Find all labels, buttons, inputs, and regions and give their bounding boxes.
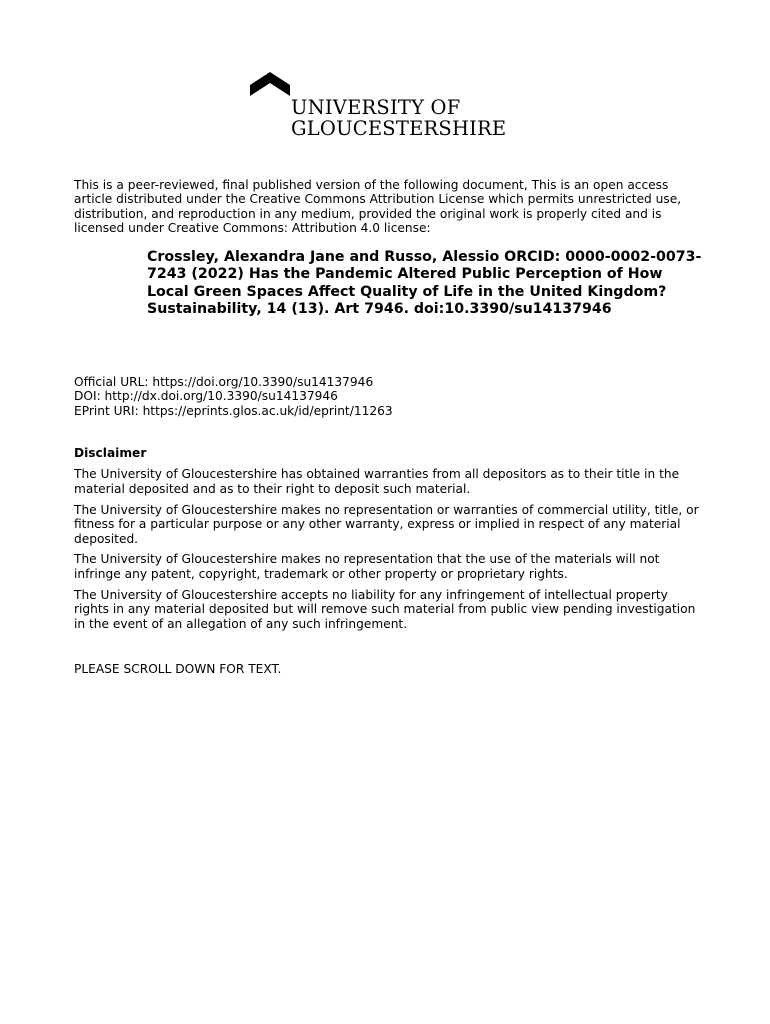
logo-line-2: GLOUCESTERSHIRE <box>291 117 507 140</box>
disclaimer-section <box>74 446 699 637</box>
disclaimer-paragraph: The University of Gloucestershire accepts no liability for any infringement of intellectual property rights in any material deposited but will remove such material from public view pending investigation in the event of an allegation of any such infringement. <box>74 587 696 631</box>
eprint-uri[interactable]: EPrint URI: https://eprints.glos.ac.uk/id/eprint/11263 <box>74 403 393 418</box>
license-statement: This is a peer-reviewed, final published version of the following document, This is an open access article distributed under the Creative Commons Attribution License which permits unrestricted use, distribution, and reproduction in any medium, provided the original work is properly cited and is licensed under Creative Commons: Attribution 4.0 license: <box>74 178 682 236</box>
url-list <box>74 375 393 418</box>
logo-line-1: UNIVERSITY OF <box>291 96 461 119</box>
university-name <box>291 97 506 139</box>
disclaimer-paragraph: The University of Gloucestershire makes no representation or warranties of commercial utility, title, or fitness for a particular purpose or any other warranty, express or implied in respect of any material deposited. <box>74 502 699 546</box>
chevron-up-icon <box>250 72 290 102</box>
university-logo <box>248 70 538 140</box>
scroll-note: PLEASE SCROLL DOWN FOR TEXT. <box>74 662 282 676</box>
doi-url[interactable]: DOI: http://dx.doi.org/10.3390/su14137946 <box>74 389 338 404</box>
disclaimer-paragraph: The University of Gloucestershire makes no representation that the use of the materials will not infringe any patent, copyright, trademark or other property or proprietary rights. <box>74 552 660 581</box>
citation: Crossley, Alexandra Jane and Russo, Alessio ORCID: 0000-0002-0073-7243 (2022) Has the Pandemic Altered Public Perception of How Local Green Spaces Affect Quality of Life in the United Kingdom? Sustainability, 14 (13). Art 7946. doi:10.3390/su14137946 <box>147 249 702 318</box>
disclaimer-heading: Disclaimer <box>74 446 147 460</box>
disclaimer-paragraph: The University of Gloucestershire has obtained warranties from all depositors as to their title in the material deposited and as to their right to deposit such material. <box>74 467 680 496</box>
official-url[interactable]: Official URL: https://doi.org/10.3390/su14137946 <box>74 375 374 389</box>
